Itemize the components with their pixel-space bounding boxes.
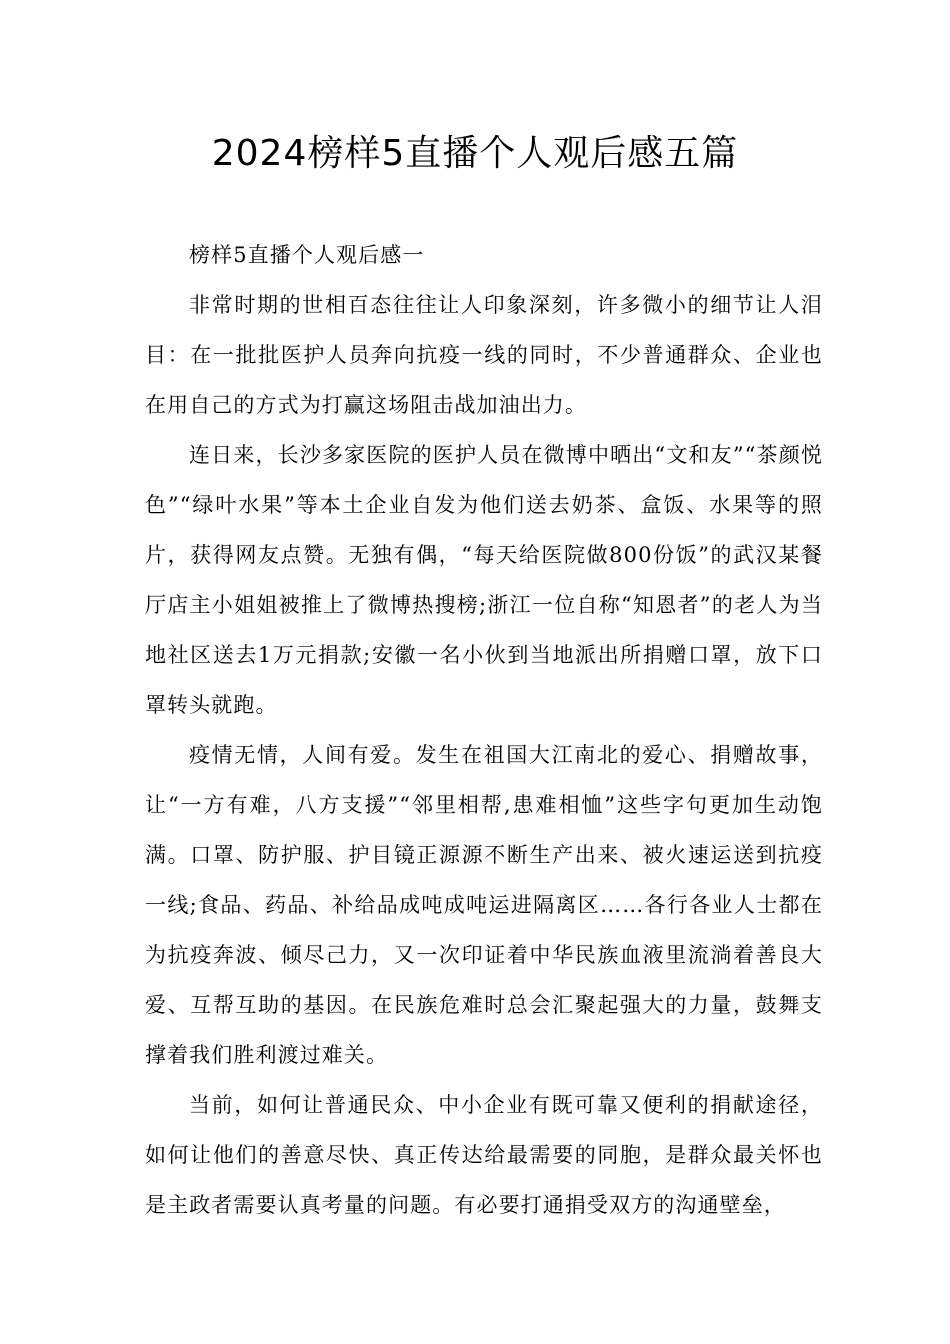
document-body (145, 230, 823, 1230)
paragraph: 非常时期的世相百态往往让人印象深刻，许多微小的细节让人泪目：在一批批医护人员奔向抗疫一线的同时，不少普通群众、企业也在用自己的方式为打赢这场阻击战加油出力。 (145, 293, 823, 417)
section-heading: 榜样5直播个人观后感一 (189, 243, 425, 267)
paragraph: 当前，如何让普通民众、中小企业有既可靠又便利的捐献途径，如何让他们的善意尽快、真正传达给最需要的同胞，是群众最关怀也是主政者需要认真考量的问题。有必要打通捐受双方的沟通壁垒， (145, 1093, 823, 1217)
paragraph: 疫情无情，人间有爱。发生在祖国大江南北的爱心、捐赠故事，让“一方有难，八方支援”“邻里相帮,患难相恤”这些字句更加生动饱满。口罩、防护服、护目镜正源源不断生产出来、被火速运送到抗疫一线;食品、药品、补给品成吨成吨运进隔离区……各行各业人士都在为抗疫奔波、倾尽己力，又一次印证着中华民族血液里流淌着善良大爱、互帮互助的基因。在民族危难时总会汇聚起强大的力量，鼓舞支撑着我们胜利渡过难关。 (145, 743, 823, 1067)
paragraph: 连日来，长沙多家医院的医护人员在微博中晒出“文和友”“茶颜悦色”“绿叶水果”等本土企业自发为他们送去奶茶、盒饭、水果等的照片，获得网友点赞。无独有偶，“每天给医院做800份饭”的武汉某餐厅店主小姐姐被推上了微博热搜榜;浙江一位自称“知恩者”的老人为当地社区送去1万元捐款;安徽一名小伙到当地派出所捐赠口罩，放下口罩转头就跑。 (145, 443, 823, 717)
document-title: 2024榜样5直播个人观后感五篇 (211, 133, 739, 174)
